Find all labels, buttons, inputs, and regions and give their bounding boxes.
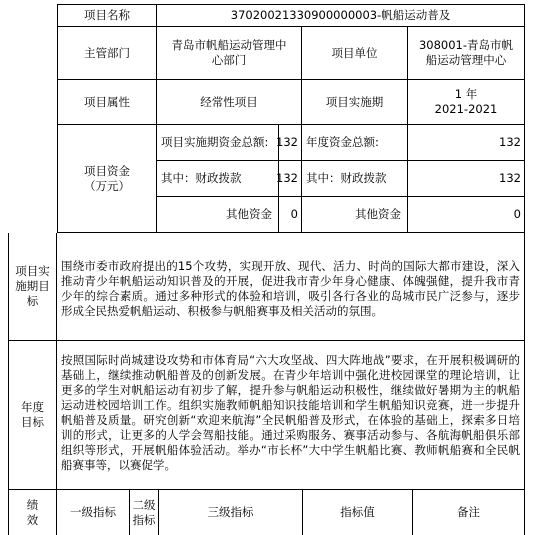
perf-col-level3: 三级指标 bbox=[159, 490, 303, 535]
dept-value: 青岛市帆船运动管理中心部门 bbox=[157, 27, 302, 80]
perf-col-value: 指标值 bbox=[303, 490, 413, 535]
other-funds-label: 其他资金 bbox=[157, 197, 279, 233]
perf-label: 绩效 bbox=[8, 490, 57, 535]
perf-col-remark: 备注 bbox=[413, 490, 525, 535]
unit-label: 项目单位 bbox=[302, 27, 408, 80]
fiscal-funds-value: 132 bbox=[279, 161, 302, 197]
funds-label bbox=[57, 125, 157, 233]
period-goal-label: 项目实施期目标 bbox=[8, 233, 57, 341]
perf-col-level1: 一级指标 bbox=[57, 490, 130, 535]
fiscal-funds-label: 其中：财政拨款 bbox=[157, 161, 279, 197]
period-value bbox=[408, 80, 525, 125]
attr-value: 经常性项目 bbox=[157, 80, 302, 125]
other-funds-value: 0 bbox=[279, 197, 302, 233]
period-label: 项目实施期 bbox=[302, 80, 408, 125]
annual-funds-label: 年度资金总额: bbox=[302, 125, 408, 161]
annual-goal-text: 按照国际时尚城建设攻势和市体育局“六大攻坚战、四大阵地战”要求，在开展积极调研的基础上，继续推动帆船普及的创新发展。在青少年培训中强化进校园课堂的理论培训，让更多的学生对帆船运动有初步了解，提升参与帆船运动积极性，继续做好暑期为主的帆船运动进校园培训工作。组织实施教师帆船知识技能培训和学生帆船知识竞赛，进一步提升帆船普及质量。研究创新“欢迎来航海”全民帆船普及形式，在体验的基础上，探索多日培训的形式，让更多的人学会驾船技能。通过采购服务、赛事活动参与、各航海帆船俱乐部组织等形式，开展帆船体验活动。举办“市长杯”大中学生帆船比赛、教师帆船赛和全民帆船赛事等，以赛促学。 bbox=[57, 341, 525, 490]
period-goal-text: 围绕市委市政府提出的15个攻势，实现开放、现代、活力、时尚的国际大都市建设，深入推动青少年帆船运动知识普及的开展，促进我市青少年身心健康、体魄强健，提升我市青少年的综合素质。通过多种形式的体验和培训，吸引各行各业的岛城市民广泛参与，逐步形成全民热爱帆船运动、积极参与帆船赛事及相关活动的氛围。 bbox=[57, 233, 525, 341]
attr-label: 项目属性 bbox=[57, 80, 157, 125]
project-name-value: 37020021330900000003-帆船运动普及 bbox=[157, 4, 525, 27]
total-funds-value: 132 bbox=[279, 125, 302, 161]
annual-goal-label: 年度目标 bbox=[8, 341, 57, 490]
annual-other-funds-label: 其他资金 bbox=[302, 197, 408, 233]
period-range: 2021-2021 bbox=[434, 102, 498, 116]
annual-fiscal-funds-label: 其中：财政拨款 bbox=[302, 161, 408, 197]
funds-label-line2: （万元） bbox=[84, 178, 130, 193]
project-name-label: 项目名称 bbox=[57, 4, 157, 27]
annual-fiscal-funds-value: 132 bbox=[408, 161, 525, 197]
annual-other-funds-value: 0 bbox=[408, 197, 525, 233]
annual-funds-value: 132 bbox=[408, 125, 525, 161]
total-funds-label: 项目实施期资金总额: bbox=[157, 125, 279, 161]
dept-label: 主管部门 bbox=[57, 27, 157, 80]
funds-label-line1: 项目资金 bbox=[84, 163, 130, 178]
period-years: 1 年 bbox=[454, 87, 478, 101]
unit-value: 308001-青岛市帆船运动管理中心 bbox=[408, 27, 525, 80]
perf-col-level2: 二级指标 bbox=[130, 490, 159, 535]
